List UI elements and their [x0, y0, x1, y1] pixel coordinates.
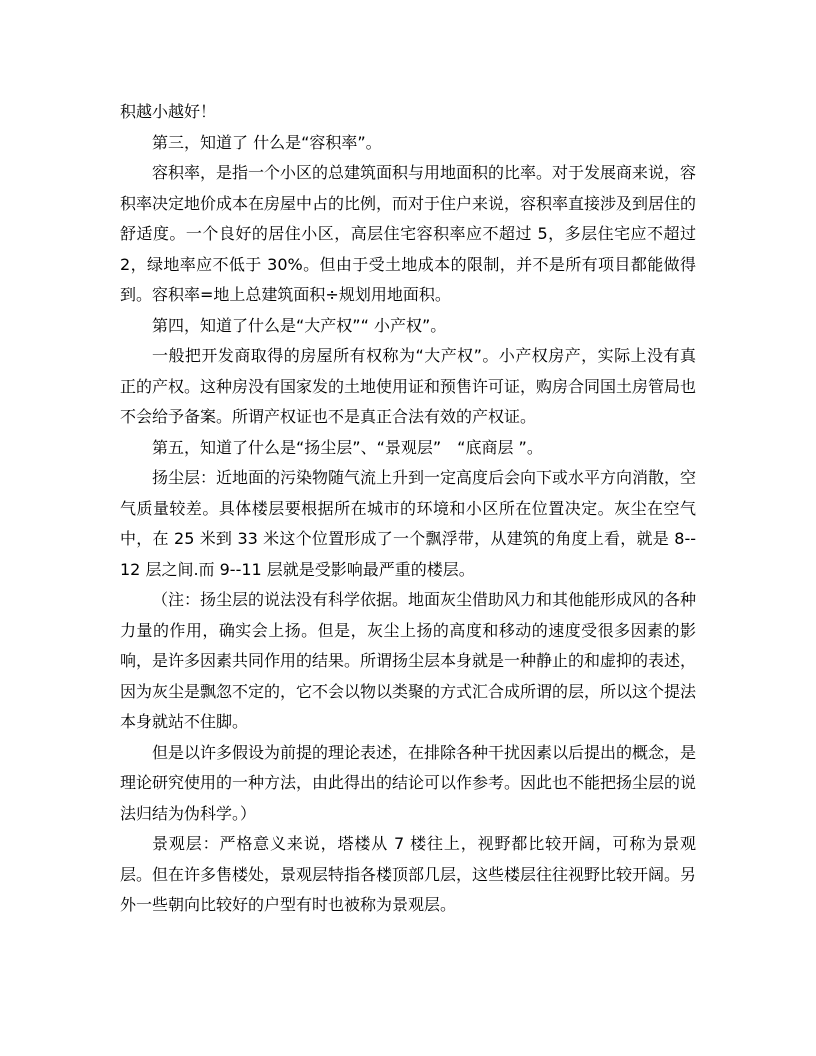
- paragraph-view-layer: 景观层：严格意义来说，塔楼从 7 楼往上，视野都比较开阔，可称为景观层。但在许多售楼处，景观层特指各楼顶部几层，这些楼层往往视野比较开阔。另外一些朝向比较好的户型有时也被称为景观层。: [120, 834, 697, 914]
- paragraph-continuation: 积越小越好！: [120, 102, 217, 121]
- paragraph-dust-layer: 扬尘层：近地面的污染物随气流上升到一定高度后会向下或水平方向消散，空气质量较差。具体楼层要根据所在城市的环境和小区所在位置决定。灰尘在空气中，在 25 米到 33 米这个位置形成了一个飘浮带，从建筑的角度上看，就是 8--12 层之间.而 9--11 层就是受影响最严重的楼层。: [120, 468, 697, 579]
- heading-fifth-floor-types: 第五，知道了什么是“扬尘层”、“景观层” “底商层 ”。: [152, 437, 543, 457]
- heading-third-plot-ratio: 第三，知道了 什么是“容积率”。: [152, 132, 382, 152]
- paragraph-plot-ratio: 容积率，是指一个小区的总建筑面积与用地面积的比率。对于发展商来说，容积率决定地价成本在房屋中占的比例，而对于住户来说，容积率直接涉及到居住的舒适度。一个良好的居住小区，高层住宅容积率应不超过 5，多层住宅应不超过 2，绿地率应不低于 30%。但由于受土地成本的限制，并不是所有项目都能做得到。容积率=地上总建筑面积÷规划用地面积。: [120, 163, 697, 304]
- heading-fourth-property-rights: 第四，知道了什么是“大产权”“ 小产权”。: [152, 315, 447, 335]
- document-page: [120, 97, 696, 921]
- paragraph-property-rights: 一般把开发商取得的房屋所有权称为“大产权”。小产权房产，实际上没有真正的产权。这种房没有国家发的土地使用证和预售许可证，购房合同国土房管局也不会给予备案。所谓产权证也不是真正合法有效的产权证。: [120, 346, 697, 426]
- paragraph-dust-layer-note: （注：扬尘层的说法没有科学依据。地面灰尘借助风力和其他能形成风的各种力量的作用，确实会上扬。但是，灰尘上扬的高度和移动的速度受很多因素的影响，是许多因素共同作用的结果。所谓扬尘层本身就是一种静止的和虚抑的表述，因为灰尘是飘忽不定的，它不会以物以类聚的方式汇合成所谓的层，所以这个提法本身就站不住脚。: [120, 590, 697, 731]
- paragraph-theory-note: 但是以许多假设为前提的理论表述，在排除各种干扰因素以后提出的概念，是理论研究使用的一种方法，由此得出的结论可以作参考。因此也不能把扬尘层的说法归结为伪科学。）: [120, 742, 697, 823]
